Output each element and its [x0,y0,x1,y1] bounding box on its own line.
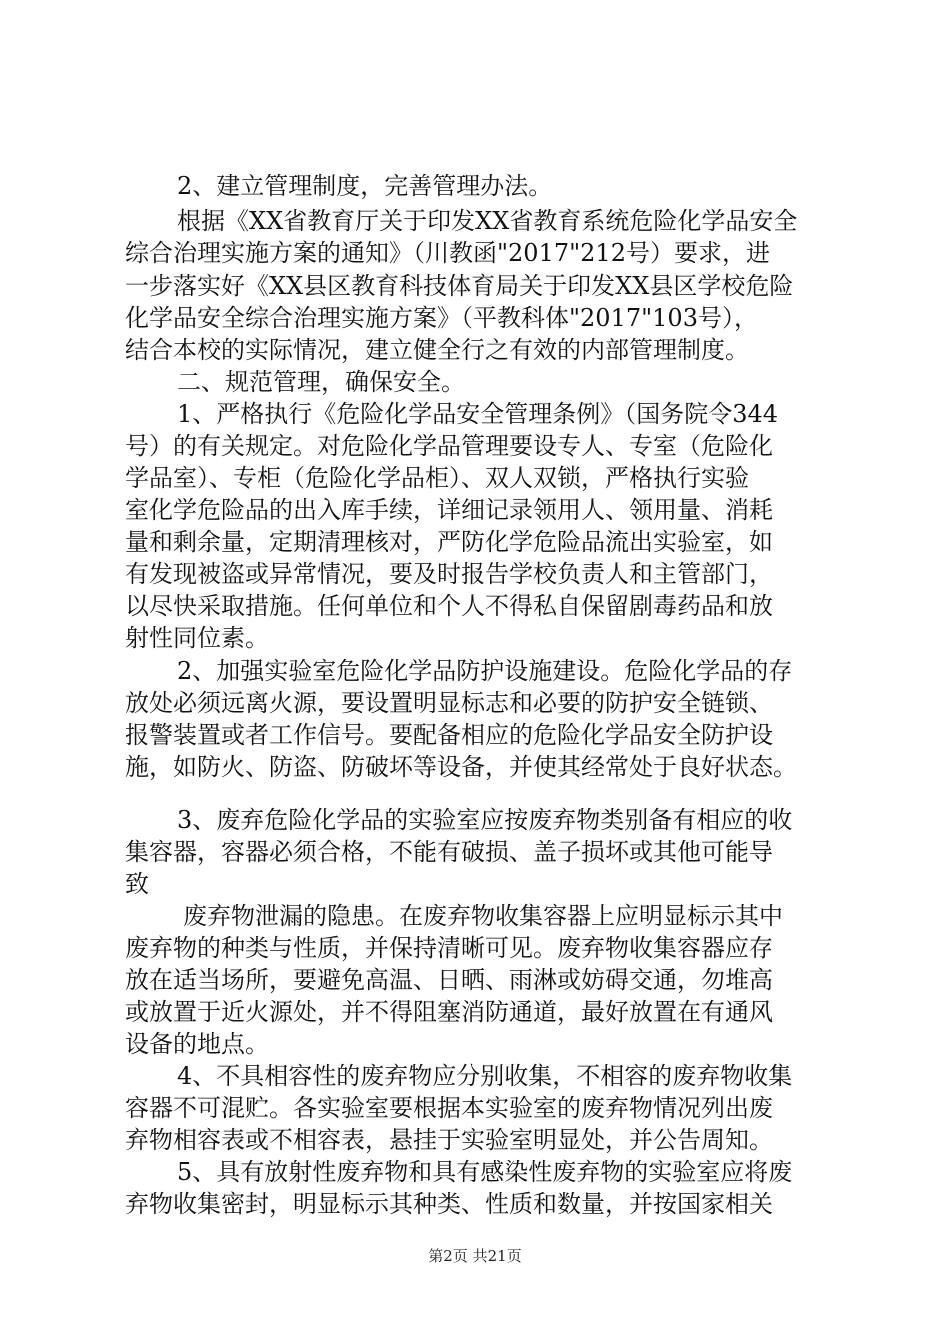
paragraph-line: 量和剩余量，定期清理核对，严防化学危险品流出实验室，如 [125,528,773,556]
paragraph-line: 弃物收集密封，明显标示其种类、性质和数量，并按国家相关 [125,1190,773,1218]
paragraph-line: 有发现被盗或异常情况，要及时报告学校负责人和主管部门， [125,560,773,588]
paragraph-line: 容器不可混贮。各实验室要根据本实验室的废弃物情况列出废 [125,1094,773,1122]
paragraph-line: 废弃物的种类与性质，并保持清晰可见。废弃物收集容器应存 [125,934,773,962]
paragraph-line: 设备的地点。 [125,1030,269,1058]
paragraph-line: 根据《XX省教育厅关于印发XX省教育系统危险化学品安全 [177,207,798,235]
page-footer: 第2页 共21页 [428,1247,522,1265]
paragraph-line: 以尽快采取措施。任何单位和个人不得私自保留剧毒药品和放 [125,592,773,620]
paragraph-line: 学品室）、专柜（危险化学品柜）、双人双锁，严格执行实验 [125,464,749,492]
paragraph-line: 施，如防火、防盗、防破坏等设备，并使其经常处于良好状态。 [125,753,797,781]
paragraph-line: 1、严格执行《危险化学品安全管理条例》（国务院令344 [177,400,779,428]
paragraph-line: 致 [125,870,149,898]
paragraph-line: 2、建立管理制度，完善管理办法。 [177,172,553,200]
paragraph-line: 二、规范管理，确保安全。 [177,368,465,396]
paragraph-line: 号）的有关规定。对危险化学品管理要设专人、专室（危险化 [125,432,773,460]
paragraph-line: 一步落实好《XX县区教育科技体育局关于印发XX县区学校危险 [125,272,794,300]
paragraph-line: 3、废弃危险化学品的实验室应按废弃物类别备有相应的收 [177,806,793,834]
paragraph-line: 报警装置或者工作信号。要配备相应的危险化学品安全防护设 [125,721,773,749]
paragraph-line: 射性同位素。 [125,624,269,652]
paragraph-line: 废弃物泄漏的隐患。在废弃物收集容器上应明显标示其中 [183,902,783,930]
paragraph-line: 4、不具相容性的废弃物应分别收集，不相容的废弃物收集 [177,1062,793,1090]
paragraph-line: 弃物相容表或不相容表，悬挂于实验室明显处，并公告周知。 [125,1126,773,1154]
paragraph-line: 放处必须远离火源，要设置明显标志和必要的防护安全链锁、 [125,689,773,717]
paragraph-line: 综合治理实施方案的通知》（川教函"2017"212号）要求，进 [125,239,770,267]
paragraph-line: 集容器，容器必须合格，不能有破损、盖子损坏或其他可能导 [125,838,773,866]
paragraph-line: 放在适当场所，要避免高温、日晒、雨淋或妨碍交通，勿堆高 [125,966,773,994]
paragraph-line: 5、具有放射性废弃物和具有感染性废弃物的实验室应将废 [177,1158,793,1186]
paragraph-line: 2、加强实验室危险化学品防护设施建设。危险化学品的存 [177,657,793,685]
paragraph-line: 化学品安全综合治理实施方案》（平教科体"2017"103号）， [125,304,758,332]
paragraph-line: 或放置于近火源处，并不得阻塞消防通道，最好放置在有通风 [125,998,773,1026]
paragraph-line: 室化学危险品的出入库手续，详细记录领用人、领用量、消耗 [125,496,773,524]
paragraph-line: 结合本校的实际情况，建立健全行之有效的内部管理制度。 [125,336,749,364]
